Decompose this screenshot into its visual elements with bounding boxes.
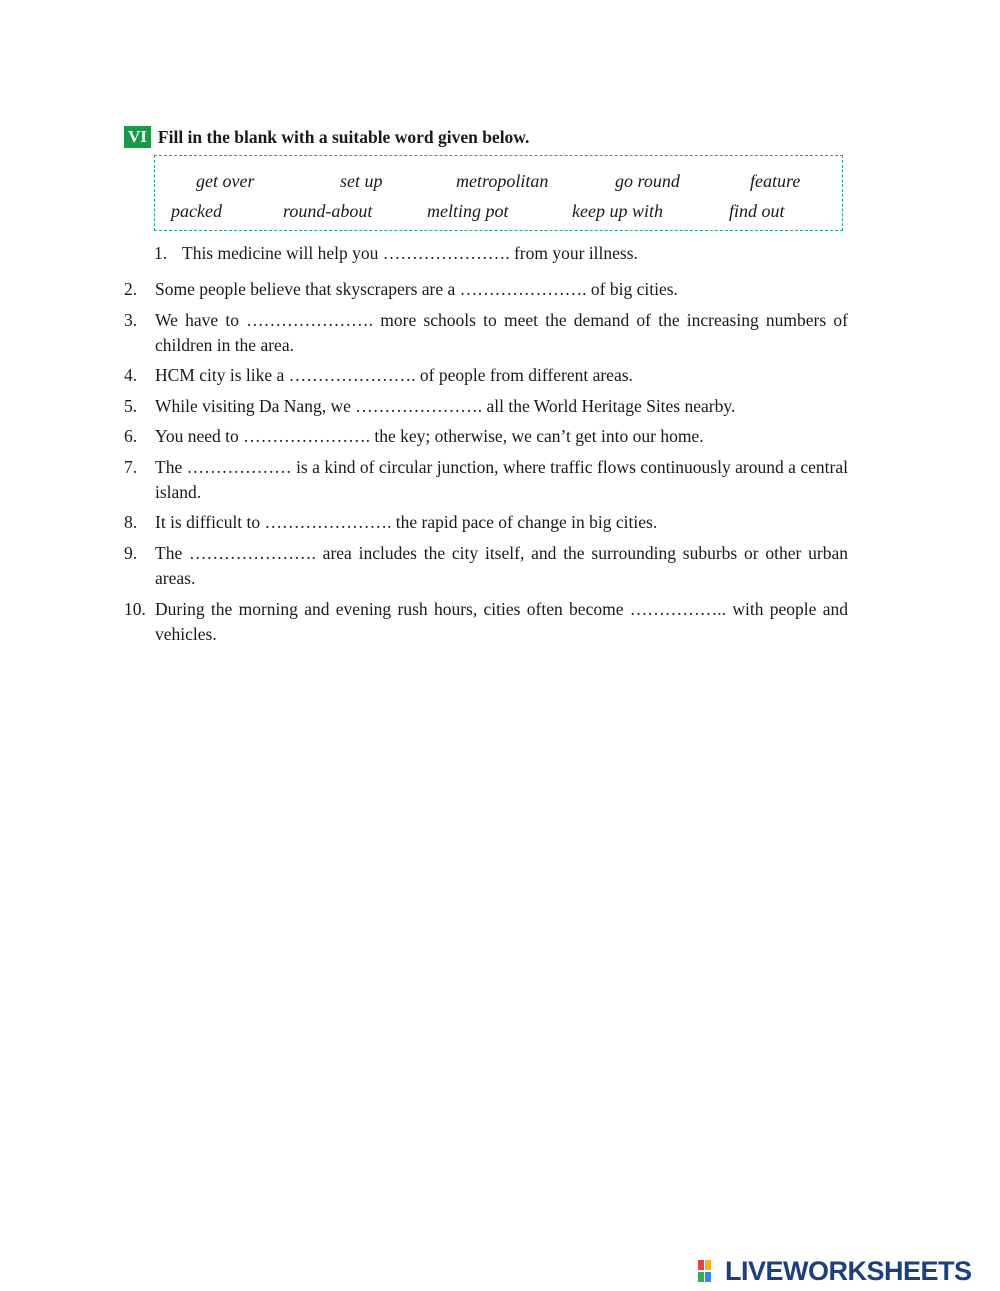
liveworksheets-logo [698,1256,972,1286]
word-bank-item: go round [615,171,680,191]
question-item [124,510,848,535]
question-text: It is difficult to …………………. the rapid pace of change in big cities. [155,512,658,532]
word-bank-item: feature [750,171,801,191]
question-number: 2. [124,279,138,299]
word-bank-item: melting pot [427,201,509,221]
question-text: HCM city is like a …………………. of people from different areas. [155,365,633,385]
word-bank-box [154,155,843,231]
question-text: While visiting Da Nang, we …………………. all the World Heritage Sites nearby. [155,396,736,416]
question-item [124,541,848,591]
word-bank-item: set up [340,171,383,191]
question-text: Some people believe that skyscrapers are a …………………. of big cities. [155,279,678,299]
question-number: 1. [154,243,168,263]
word-bank-item: get over [196,171,255,191]
word-bank-item: packed [171,201,222,221]
exercise-header [124,125,529,149]
question-number: 3. [124,310,138,330]
word-bank-item: metropolitan [456,171,549,191]
question-item [124,597,848,647]
word-bank-item: round-about [283,201,373,221]
word-bank-item: find out [729,201,785,221]
word-bank-item: keep up with [572,201,663,221]
logo-mark-icon [698,1260,722,1282]
question-text: You need to …………………. the key; otherwise, we can’t get into our home. [155,426,704,446]
question-text: This medicine will help you …………………. from your illness. [182,243,638,263]
question-item [124,394,848,419]
question-item [124,308,848,358]
exercise-number-badge: VI [124,126,151,148]
logo-text: LIVEWORKSHEETS [725,1255,972,1286]
question-item [124,455,848,505]
question-item [124,241,848,266]
question-number: 8. [124,512,138,532]
question-number: 4. [124,365,138,385]
question-number: 10. [124,599,146,619]
question-number: 6. [124,426,138,446]
question-item [124,363,848,388]
question-text: The ……………… is a kind of circular junction, where traffic flows continuously around a central island. [155,457,848,502]
question-number: 9. [124,543,138,563]
question-item [124,424,848,449]
exercise-instruction: Fill in the blank with a suitable word given below. [157,126,530,147]
question-number: 7. [124,457,138,477]
question-text: We have to …………………. more schools to meet the demand of the increasing numbers of children in the area. [155,310,848,355]
question-item [124,277,848,302]
question-text: The …………………. area includes the city itself, and the surrounding suburbs or other urban areas. [155,543,848,588]
question-text: During the morning and evening rush hours, cities often become …………….. with people and vehicles. [155,599,848,644]
question-number: 5. [124,396,138,416]
